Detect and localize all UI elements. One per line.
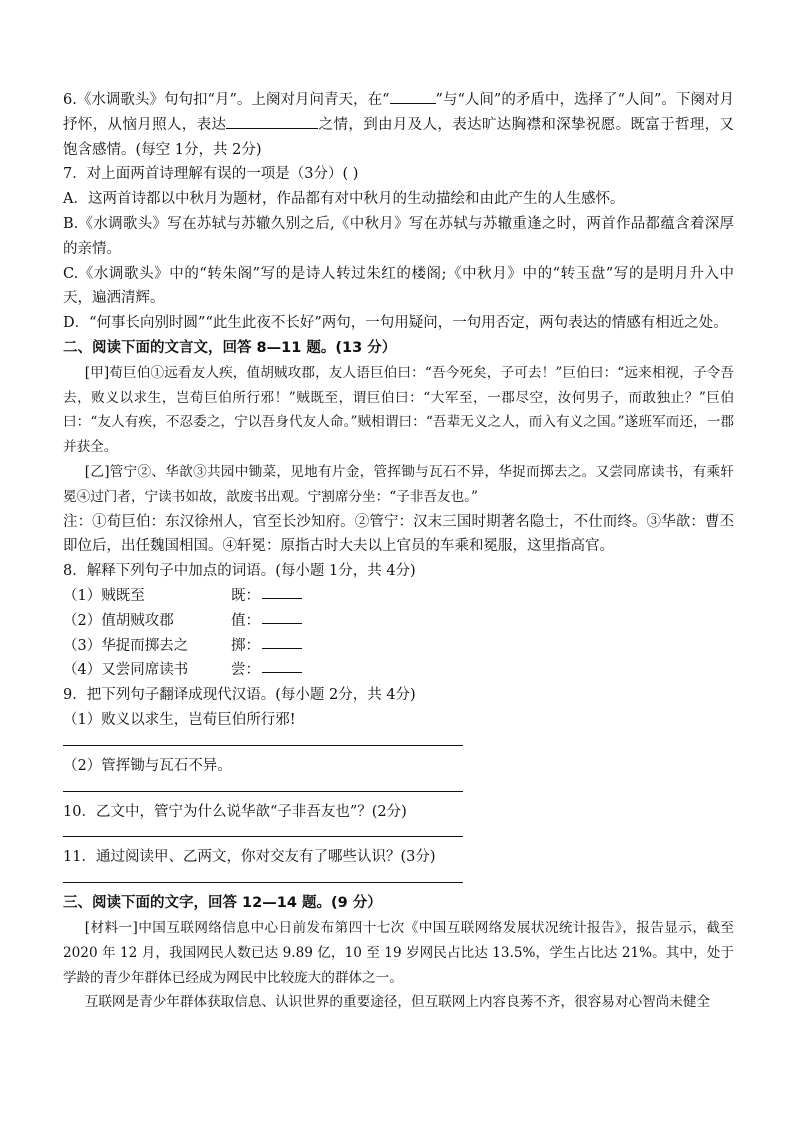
option-c: C.《水调歌头》中的“转朱阁”写的是诗人转过朱红的楼阁;《中秋月》中的“转玉盘”写的是明月升入中天，遍洒清辉。 xyxy=(63,265,734,307)
question-8-stem: 8．解释下列句子中加点的词语。(每小题 1分，共 4分) xyxy=(63,563,416,580)
answer-blank[interactable] xyxy=(262,609,302,624)
answer-blank[interactable] xyxy=(262,634,302,649)
answer-line[interactable] xyxy=(63,791,463,792)
question-6: 6.《水调歌头》句句扣“月”。上阕对月问青天，在“ ”与“人间”的矛盾中，选择了“人间”。下阕对月抒怀，从恼月照人，表达 之情，到由月及人，表达旷达胸襟和深挚祝愿。既富于哲理，又饱含感情。(每空 1分，共 2分) xyxy=(63,88,734,162)
question-7-stem: 7．对上面两首诗理解有误的一项是（3分）( ) xyxy=(63,166,359,183)
question-10: 10．乙文中，管宁为什么说华歆“子非吾友也”？(2分) xyxy=(63,803,407,820)
page-content xyxy=(63,88,734,1015)
passage-yi: [乙]管宁②、华歆③共园中锄菜，见地有片金，管挥锄与瓦石不异，华捉而掷去之。又尝同席读书，有乘轩冕④过门者，宁读书如故，歆废书出观。宁割席分坐：“子非吾友也。” xyxy=(63,463,734,505)
section-3-heading: 三、阅读下面的文字，回答 12—14 题。(9 分） xyxy=(63,895,382,912)
section-2-heading: 二、阅读下面的文言文，回答 8—11 题。(13 分） xyxy=(63,339,397,356)
question-11: 11．通过阅读甲、乙两文，你对交友有了哪些认识？(3分) xyxy=(63,849,436,866)
answer-blank[interactable] xyxy=(262,658,302,673)
answer-line[interactable] xyxy=(63,745,463,746)
annotation-note: 注：①荀巨伯：东汉徐州人，官至长沙知府。②管宁：汉末三国时期著名隐士，不仕而终。③华歆：曹丕即位后，出任魏国相国。④轩冕：原指古时大夫以上官员的车乘和冕服，这里指高官。 xyxy=(63,513,734,555)
answer-line[interactable] xyxy=(63,836,463,837)
answer-blank[interactable] xyxy=(390,89,436,104)
question-9-sentence-1: （1）败义以求生，岂荀巨伯所行邪! xyxy=(63,711,296,728)
option-b: B.《水调歌头》写在苏轼与苏辙久别之后,《中秋月》写在苏轼与苏辙重逢之时，两首作品都蕴含着深厚的亲情。 xyxy=(63,215,734,257)
question-9-stem: 9．把下列句子翻译成现代汉语。(每小题 2分，共 4分) xyxy=(63,687,416,704)
question-8-item: （3）华捉而掷去之 掷： xyxy=(63,634,734,659)
answer-blank[interactable] xyxy=(262,584,302,599)
question-9-sentence-2: （2）管挥锄与瓦石不异。 xyxy=(63,757,232,774)
question-8-item: （2）值胡贼攻郡 值： xyxy=(63,609,734,634)
answer-blank[interactable] xyxy=(226,114,318,129)
option-a: A．这两首诗都以中秋月为题材，作品都有对中秋月的生动描绘和由此产生的人生感怀。 xyxy=(63,191,625,208)
material-1-paragraph-2: 互联网是青少年群体获取信息、认识世界的重要途径，但互联网上内容良莠不齐，很容易对心智尚未健全 xyxy=(84,994,711,1011)
question-8-item: （4）又尝同席读书 尝： xyxy=(63,658,734,683)
passage-jia: [甲]荀巨伯①远看友人疾，值胡贼攻郡，友人语巨伯曰：“吾今死矣，子可去！”巨伯曰：“远来相视，子令吾去，败义以求生，岂荀巨伯所行邪！”贼既至，谓巨伯曰：“大军至，一郡尽空，汝何男子，而敢独止？”巨伯曰：“友人有疾，不忍委之，宁以吾身代友人命。”贼相谓曰：“吾辈无义之人，而入有义之国。”遂班军而还，一郡并获全。 xyxy=(63,364,734,456)
option-d: D．“何事长向别时圆”“此生此夜不长好”两句，一句用疑问，一句用否定，两句表达的情感有相近之处。 xyxy=(63,315,728,332)
question-8-item: （1）贼既至 既： xyxy=(63,584,734,609)
answer-line[interactable] xyxy=(63,882,463,883)
material-1: [材料一]中国互联网络信息中心日前发布第四十七次《中国互联网络发展状况统计报告》，报告显示，截至 2020 年 12 月，我国网民人数已达 9.89 亿，10 至 19 岁网民占比达 13.5%，学生占比达 21%。其中，处于学龄的青少年群体已经成为网民中比较庞大的群体之一。 xyxy=(63,919,734,986)
